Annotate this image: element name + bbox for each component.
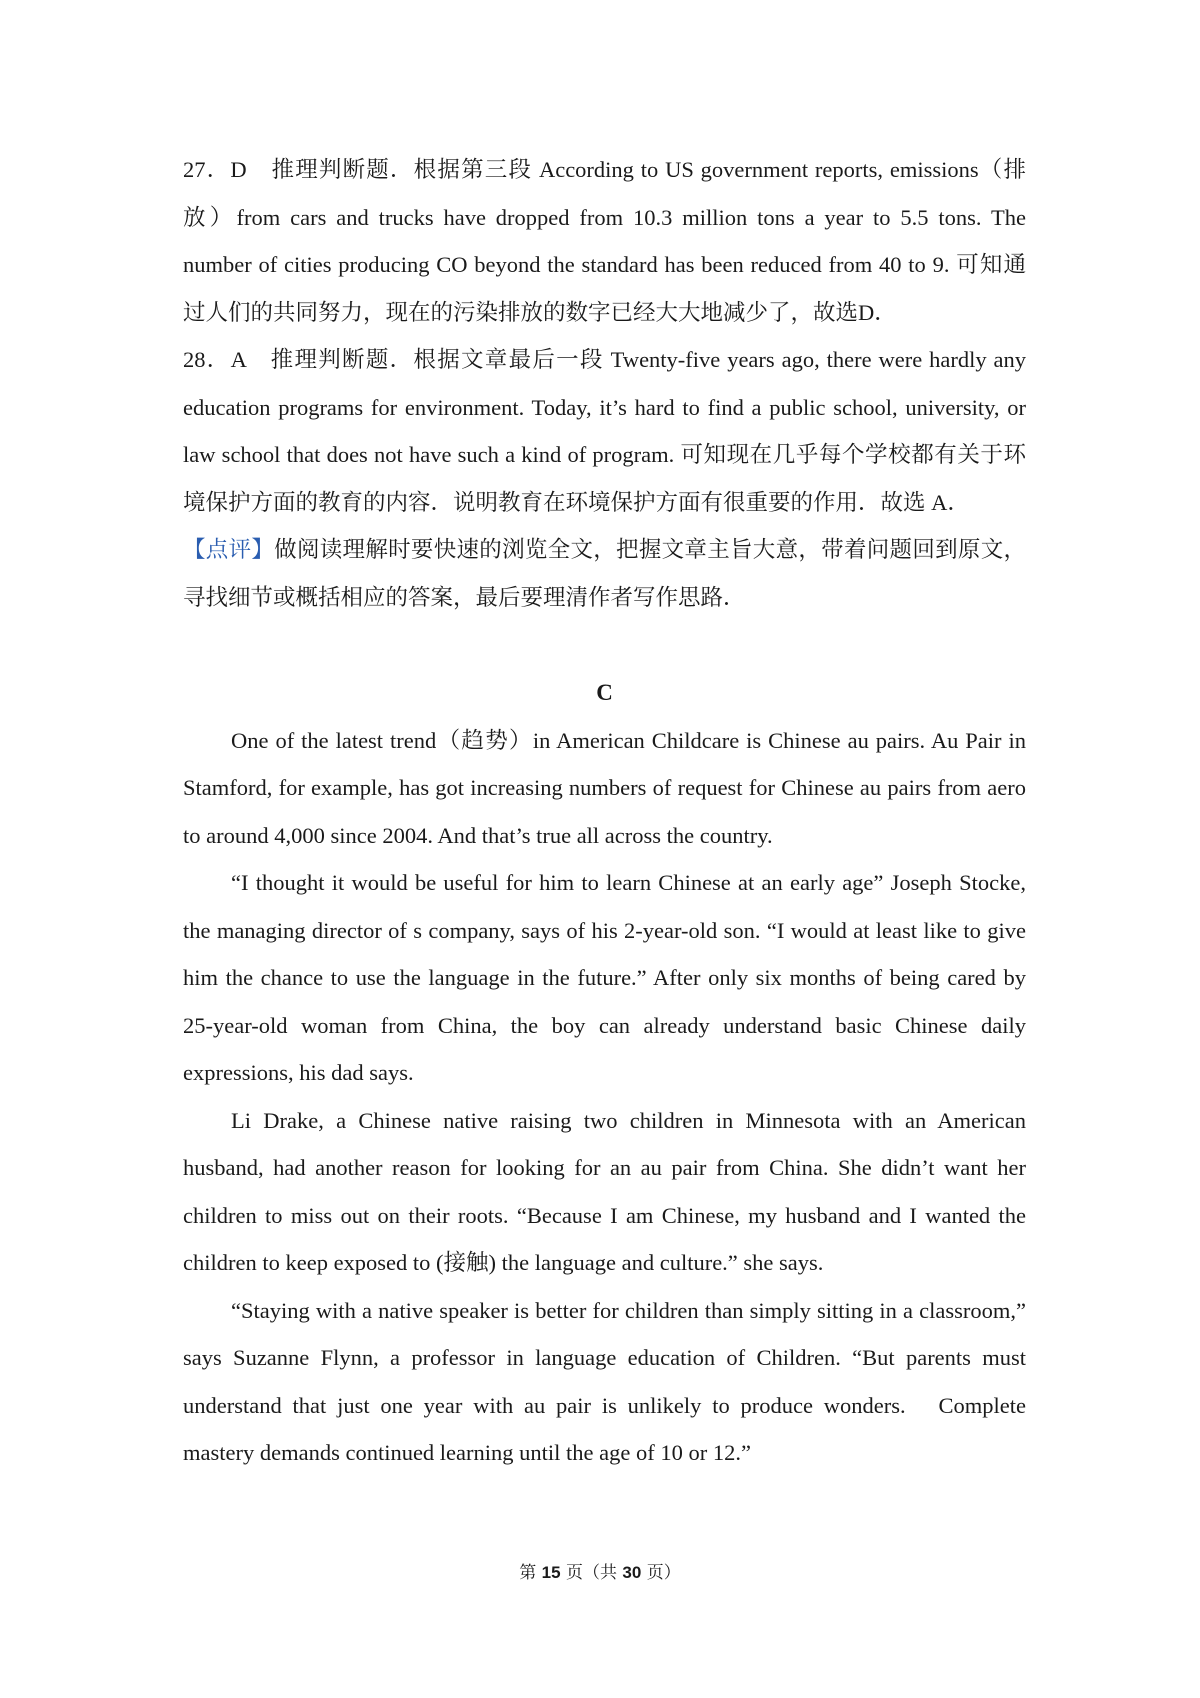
- answer-27-explanation: 27．D 推理判断题．根据第三段 According to US government reports, emissions（排放）from cars and trucks have dropped from 10.3 million tons a year to 5.5 tons. The number of cities producing CO beyond the standard has been reduced from 40 to 9. 可知通过人们的共同努力，现在的污染排放的数字已经大大地减少了，故选D．: [183, 157, 1026, 325]
- page-content: [183, 146, 1026, 1477]
- footer-page-number: 15: [541, 1563, 561, 1582]
- passage-title: C: [596, 680, 613, 705]
- comment-tag: 【点评】: [183, 537, 275, 562]
- answer-28-explanation: 28．A 推理判断题．根据文章最后一段 Twenty-five years ago, there were hardly any education programs for environment. Today, it’s hard to find a public school, university, or law school that does not have such a kind of program. 可知现在几乎每个学校都有关于环境保护方面的教育的内容．说明教育在环境保护方面有很重要的作用．故选 A．: [183, 347, 1026, 515]
- passage-paragraph-1: One of the latest trend（趋势）in American Childcare is Chinese au pairs. Au Pair in Stamford, for example, has got increasing numbers of request for Chinese au pairs from aero to around 4,000 since 2004. And that’s true all across the country.: [183, 727, 1026, 848]
- passage-paragraph-2: “I thought it would be useful for him to learn Chinese at an early age” Joseph Stocke, the managing director of s company, says of his 2-year-old son. “I would at least like to give him the chance to use the language in the future.” After only six months of being cared by 25-year-old woman from China, the boy can already understand basic Chinese daily expressions, his dad says.: [183, 870, 1026, 1085]
- comment-paragraph: [183, 526, 1026, 621]
- passage-paragraph-4: “Staying with a native speaker is better for children than simply sitting in a classroom,” says Suzanne Flynn, a professor in language education of Children. “But parents must understand that just one year with au pair is unlikely to produce wonders. Complete mastery demands continued learning until the age of 10 or 12.”: [183, 1297, 1026, 1465]
- footer-suffix: 页）: [641, 1563, 681, 1583]
- page-footer: [0, 1558, 1200, 1583]
- footer-total-pages: 30: [622, 1563, 642, 1582]
- passage-paragraph-3: Li Drake, a Chinese native raising two children in Minnesota with an American husband, had another reason for looking for an au pair from China. She didn’t want her children to miss out on their roots. “Because I am Chinese, my husband and I wanted the children to keep exposed to (接触) the language and culture.” she says.: [183, 1107, 1026, 1275]
- section-spacer: [183, 621, 1026, 669]
- footer-middle: 页（共: [560, 1563, 623, 1583]
- footer-prefix: 第: [519, 1563, 542, 1583]
- comment-text: 做阅读理解时要快速的浏览全文，把握文章主旨大意，带着问题回到原文，寻找细节或概括相应的答案，最后要理清作者写作思路．: [183, 537, 1026, 610]
